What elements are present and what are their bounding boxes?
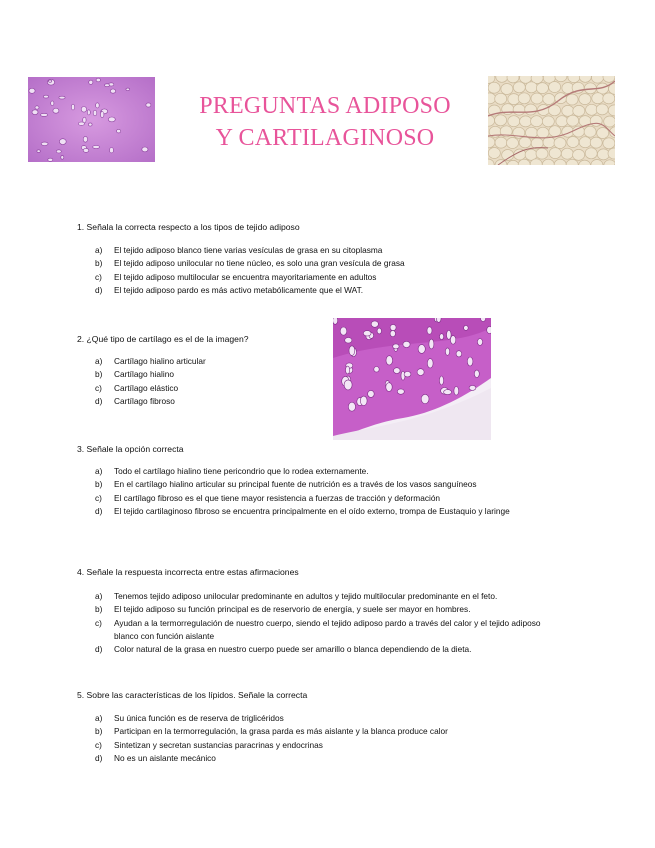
option-4b: b) El tejido adiposo su función principal es de reservorio de energía, y suele ser mayor en hombres.	[95, 604, 471, 615]
option-5a: a) Su única función es de reserva de triglicéridos	[95, 713, 284, 723]
cartilage-micrograph-left	[28, 77, 155, 162]
option-2a: a) Cartílago hialino articular	[95, 356, 206, 366]
cartilage-micrograph-middle	[333, 318, 491, 440]
option-2c: c) Cartílago elástico	[95, 382, 179, 393]
option-4c: c) Ayudan a la termorregulación de nuestro cuerpo, siendo el tejido adiposo pardo a través del calor y el tejido adiposo blanco con función aislante	[95, 617, 541, 641]
option-2b: b) Cartílago hialino	[95, 369, 174, 380]
question-2-options	[95, 355, 206, 408]
question-3-options	[95, 465, 554, 518]
option-5d: d) No es un aislante mecánico	[95, 752, 216, 763]
option-1a: a) El tejido adiposo blanco tiene varias vesículas de grasa en su citoplasma	[95, 245, 383, 255]
option-2d: d) Cartílago fibroso	[95, 395, 175, 406]
hyaline-cartilage-image	[28, 77, 155, 162]
option-3d: d) El tejido cartilaginoso fibroso se encuentra principalmente en el oído externo, trompa de Eustaquio y laringe	[95, 505, 510, 516]
question-5: 5. Sobre las características de los lípidos. Señale la correcta	[77, 690, 308, 700]
adipose-tissue-image	[488, 76, 615, 165]
question-2: 2. ¿Qué tipo de cartílago es el de la imagen?	[77, 334, 249, 344]
question-1-options	[95, 244, 405, 297]
option-4d: d) Color natural de la grasa en nuestro cuerpo puede ser amarillo o blanca dependiendo de la dieta.	[95, 644, 472, 655]
option-3a: a) Todo el cartílago hialino tiene pericondrio que lo rodea externamente.	[95, 466, 369, 476]
question-1: 1. Señala la correcta respecto a los tipos de tejido adiposo	[77, 222, 300, 232]
option-3c: c) El cartílago fibroso es el que tiene mayor resistencia a fuerzas de tracción y deformación	[95, 492, 441, 503]
page-title	[160, 90, 490, 154]
option-1b: b) El tejido adiposo unilocular no tiene núcleo, es solo una gran vesícula de grasa	[95, 258, 405, 269]
title-line-2: Y CARTILAGINOSO	[215, 125, 435, 151]
articular-cartilage-image	[333, 318, 491, 440]
question-3: 3. Señale la opción correcta	[77, 444, 184, 454]
question-4: 4. Señale la respuesta incorrecta entre estas afirmaciones	[77, 567, 299, 577]
adipose-micrograph-right	[488, 76, 615, 165]
option-5b: b) Participan en la termorregulación, la grasa parda es más aislante y la blanca produce calor	[95, 726, 448, 737]
question-5-options	[95, 712, 448, 765]
title-line-1: PREGUNTAS ADIPOSO	[199, 93, 451, 119]
option-5c: c) Sintetizan y secretan sustancias paracrinas y endocrinas	[95, 739, 323, 750]
option-3b: b) En el cartílago hialino articular su principal fuente de nutrición es a través de los vasos sanguíneos	[95, 479, 477, 490]
option-1d: d) El tejido adiposo pardo es más activo metabólicamente que el WAT.	[95, 284, 364, 295]
option-4a: a) Tenemos tejido adiposo unilocular predominante en adultos y tejido multilocular predominante en el feto.	[95, 591, 498, 601]
question-4-options	[95, 590, 554, 656]
option-1c: c) El tejido adiposo multilocular se encuentra mayoritariamente en adultos	[95, 271, 377, 282]
